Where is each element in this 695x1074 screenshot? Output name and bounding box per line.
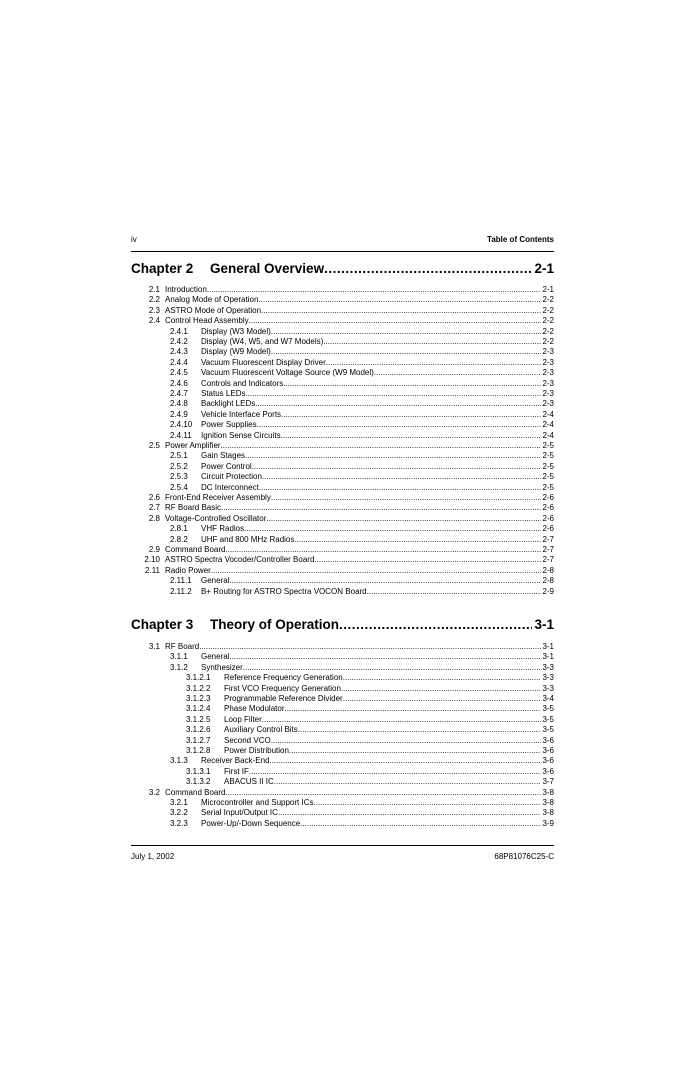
entry-number: 2.4.1 [170,326,188,336]
entry-number: 3.1.2.8 [186,746,211,755]
entry-page: 3-6 [542,756,554,766]
entry-title: Receiver Back-End [201,756,270,766]
indent [131,358,170,368]
entry-number: 3.1.2.7 [186,735,211,745]
header-rule [131,251,554,252]
indent [131,535,170,545]
dot-leader [257,420,542,430]
entry-page: 3-3 [542,683,554,693]
indent [131,576,170,586]
entry-title: Voltage-Controlled Oscillator [165,513,267,523]
indent [131,746,186,756]
entry-number: 3.1.3 [170,756,188,766]
indent [131,767,186,777]
entry-page: 3-6 [542,746,554,755]
entry-number: 2.4.4 [170,357,188,367]
dot-leader [244,524,541,534]
toc-entry[interactable] [131,503,554,513]
entry-number: 2.3 [148,305,160,315]
dot-leader [339,617,532,632]
dot-leader [199,642,541,652]
entry-title: Reference Frequency Generation [224,673,343,683]
entry-title: RF Board Basic [165,503,222,513]
dot-leader [284,704,541,714]
entry-number: 3.1.2.6 [186,725,211,735]
indent [131,684,186,694]
indent [131,524,170,534]
entry-page: 2-2 [542,326,554,336]
entry-page: 2-5 [542,472,554,482]
indent [131,819,170,829]
entry-title: Gain Stages [201,451,246,461]
entry-title: B+ Routing for ASTRO Spectra VOCON Board [201,586,367,596]
entry-title: Power Supplies [201,420,257,430]
toc-entry[interactable] [131,451,554,461]
entry-page: 3-5 [542,725,554,735]
dot-leader [314,798,542,808]
toc-entry[interactable] [131,337,554,347]
entry-number: 3.1.2.3 [186,694,211,703]
entry-title: Controls and Indicators [201,378,284,388]
entry-title: UHF and 800 MHz Radios [201,534,295,544]
entry-title: RF Board [165,642,200,651]
indent [131,399,170,409]
dot-leader [245,451,541,461]
entry-page: 2-3 [542,399,554,409]
indent [131,451,170,461]
toc-entry[interactable] [131,746,554,756]
toc-entry[interactable] [131,642,554,652]
chapter-heading[interactable] [131,261,554,281]
entry-title: Display (W4, W5, and W7 Models) [201,337,324,346]
entry-number: 3.1.3.1 [186,766,211,776]
entry-number: 3.1 [148,642,160,651]
toc-entry[interactable] [131,431,554,441]
toc-entry[interactable] [131,663,554,673]
entry-page: 2-3 [542,357,554,367]
entry-page: 2-4 [542,420,554,430]
entry-page: 2-5 [542,482,554,492]
toc-entry[interactable] [131,462,554,472]
entry-number: 2.5.3 [170,472,188,482]
entry-number: 3.2.3 [170,818,188,828]
toc-entry[interactable] [131,295,554,305]
entry-page: 3-5 [542,704,554,714]
dot-leader [225,545,541,555]
entry-page: 2-2 [542,316,554,326]
toc-entry[interactable] [131,715,554,725]
entry-title: Second VCO [224,735,271,745]
dot-leader [343,673,542,683]
entry-title: Backlight LEDs [201,399,256,409]
entry-number: 2.9 [148,545,160,554]
entry-title: DC Interconnect [201,482,259,492]
entry-number: 2.7 [148,503,160,513]
entry-page: 3-6 [542,766,554,776]
indent [131,673,186,683]
entry-number: 3.1.2.1 [186,673,211,683]
chapter-label: Chapter 2 [131,261,194,276]
dot-leader [259,483,542,493]
chapter-heading[interactable] [131,617,554,637]
toc-entry[interactable] [131,704,554,714]
entry-number: 2.4.11 [170,430,192,440]
chapter-title: General Overview [210,261,325,276]
toc-entry[interactable] [131,819,554,829]
entry-page: 2-1 [542,285,554,294]
entry-number: 2.8.1 [170,524,188,534]
entry-number: 2.11.2 [170,586,192,596]
entry-page: 3-1 [542,642,554,651]
entry-page: 2-3 [542,368,554,378]
indent [131,420,170,430]
entry-title: Synthesizer [201,662,243,672]
toc-entry[interactable] [131,684,554,694]
dot-leader [255,399,541,409]
toc-entry[interactable] [131,441,554,451]
dot-leader [207,285,542,295]
toc-entry[interactable] [131,306,554,316]
entry-page: 2-7 [542,545,554,554]
entry-page: 2-2 [542,305,554,315]
entry-title: Command Board [165,787,226,797]
entry-title: Status LEDs [201,389,246,398]
entry-title: Control Head Assembly [165,316,249,326]
toc-entry[interactable] [131,587,554,597]
entry-number: 2.2 [148,295,160,305]
entry-number: 2.4 [148,316,160,326]
indent [131,327,170,337]
entry-page: 2-4 [542,409,554,419]
entry-number: 2.6 [148,493,160,502]
dot-leader [249,316,542,326]
entry-page: 3-3 [542,673,554,683]
entry-title: Ignition Sense Circuits [201,430,281,440]
indent [131,337,170,347]
entry-number: 2.8.2 [170,534,188,544]
dot-leader [211,566,542,576]
entry-number: 3.1.3.2 [186,777,211,787]
dot-leader [326,358,542,368]
entry-page: 3-4 [542,694,554,703]
toc-entry[interactable] [131,576,554,586]
toc-entry[interactable] [131,725,554,735]
entry-title: Power Amplifier [165,441,221,450]
indent [131,472,170,482]
entry-number: 2.4.2 [170,337,188,346]
entry-title: Phase Modulator [224,704,285,714]
chapter-page: 3-1 [534,617,554,632]
entry-number: 3.1.2.4 [186,704,211,714]
dot-leader [323,337,541,347]
chapter-label: Chapter 3 [131,617,194,632]
toc-entry[interactable] [131,368,554,378]
toc-entry[interactable] [131,808,554,818]
dot-leader [283,379,541,389]
indent [131,431,170,441]
indent [131,389,170,399]
indent [131,368,170,378]
toc-entry[interactable] [131,736,554,746]
dot-leader [367,587,542,597]
entry-number: 2.1 [148,285,160,294]
entry-page: 2-3 [542,389,554,398]
entry-title: Introduction [165,285,207,294]
toc-entry[interactable] [131,652,554,662]
entry-page: 2-7 [542,555,554,565]
toc-entry[interactable] [131,379,554,389]
dot-leader [266,514,541,524]
toc-entry[interactable] [131,756,554,766]
dot-leader [229,576,541,586]
entry-title: Circuit Protection [201,472,262,482]
toc-entry[interactable] [131,535,554,545]
toc-entry[interactable] [131,493,554,503]
dot-leader [249,767,542,777]
toc-entry[interactable] [131,358,554,368]
indent [131,379,170,389]
indent [131,715,186,725]
entry-number: 3.1.2.5 [186,714,211,724]
toc-entry[interactable] [131,389,554,399]
dot-leader [314,555,541,565]
toc-entry[interactable] [131,327,554,337]
indent [131,694,186,704]
indent [131,756,170,766]
dot-leader [262,472,542,482]
entry-number: 2.8 [148,513,160,523]
entry-title: Power Control [201,461,252,471]
dot-leader [324,261,532,276]
entry-page: 3-3 [542,662,554,672]
indent [131,704,186,714]
entry-page: 3-5 [542,714,554,724]
footer-date: July 1, 2002 [131,852,175,861]
dot-leader [243,663,542,673]
entry-page: 3-7 [542,777,554,787]
entry-page: 2-4 [542,430,554,440]
entry-title: Serial Input/Output IC [201,808,278,818]
toc-entry[interactable] [131,798,554,808]
running-header: Table of Contents [487,235,554,244]
entry-title: Power Distribution [224,746,289,755]
entry-page: 3-8 [542,787,554,797]
chapter-title: Theory of Operation [210,617,340,632]
dot-leader [343,694,542,704]
entry-title: Front-End Receiver Assembly [165,493,271,502]
entry-number: 2.4.9 [170,409,188,419]
entry-number: 2.4.7 [170,389,188,398]
toc-entry[interactable] [131,472,554,482]
toc-entry[interactable] [131,420,554,430]
entry-page: 2-6 [542,524,554,534]
entry-number: 3.2.2 [170,808,188,818]
dot-leader [245,389,541,399]
entry-title: VHF Radios [201,524,245,534]
entry-title: Vehicle Interface Ports [201,409,282,419]
entry-number: 2.4.10 [170,420,193,430]
entry-page: 2-9 [542,586,554,596]
toc-entry[interactable] [131,483,554,493]
toc-entry[interactable] [131,410,554,420]
indent [131,798,170,808]
toc-entry[interactable] [131,777,554,787]
entry-number: 2.4.3 [170,347,188,357]
toc-entry[interactable] [131,285,554,295]
entry-number: 2.11.1 [170,576,192,586]
entry-number: 3.1.1 [170,652,188,662]
entry-title: Microcontroller and Support ICs [201,798,314,807]
entry-page: 2-5 [542,451,554,461]
indent [131,725,186,735]
footer-rule [131,845,554,846]
entry-title: ASTRO Mode of Operation [165,305,262,315]
entry-title: General [201,652,230,662]
entry-title: ASTRO Spectra Vocoder/Controller Board [165,555,315,565]
toc-entry[interactable] [131,566,554,576]
toc-entry[interactable] [131,316,554,326]
entry-title: Command Board [165,545,226,554]
indent [131,462,170,472]
dot-leader [274,777,542,787]
entry-page: 2-8 [542,565,554,575]
dot-leader [271,736,542,746]
indent [131,652,170,662]
entry-number: 2.4.5 [170,368,188,378]
entry-page: 2-5 [542,441,554,450]
entry-page: 2-8 [542,576,554,586]
dot-leader [374,368,542,378]
entry-title: Auxiliary Control Bits [224,725,298,735]
entry-number: 3.2.1 [170,798,188,807]
entry-page: 2-6 [542,503,554,513]
indent [131,777,186,787]
entry-page: 2-6 [542,493,554,502]
indent [131,410,170,420]
entry-title: Programmable Reference Divider [224,694,343,703]
dot-leader [271,327,542,337]
entry-number: 2.5.4 [170,482,188,492]
toc-entry[interactable] [131,694,554,704]
dot-leader [221,441,542,451]
entry-title: First VCO Frequency Generation [224,683,341,693]
entry-page: 2-2 [542,337,554,346]
dot-leader [262,715,542,725]
toc-entry[interactable] [131,524,554,534]
toc-entry[interactable] [131,347,554,357]
entry-title: First IF [224,766,249,776]
toc-entry[interactable] [131,399,554,409]
entry-number: 2.5.2 [170,461,188,471]
dot-leader [281,410,541,420]
indent [131,736,186,746]
entry-page: 3-9 [542,818,554,828]
entry-title: Power-Up/-Down Sequence [201,818,301,828]
entry-title: Loop Filter [224,714,262,724]
dot-leader [289,746,542,756]
entry-title: Display (W3 Model) [201,326,271,336]
entry-number: 2.4.8 [170,399,188,409]
indent [131,808,170,818]
chapter-page: 2-1 [534,261,554,276]
dot-leader [258,295,541,305]
indent [131,483,170,493]
toc-entry[interactable] [131,545,554,555]
entry-page: 3-8 [542,808,554,818]
toc-entry[interactable] [131,673,554,683]
entry-page: 2-2 [542,295,554,305]
entry-page: 2-3 [542,347,554,357]
entry-number: 2.11 [145,565,160,575]
toc-entry[interactable] [131,767,554,777]
entry-page: 2-3 [542,378,554,388]
entry-number: 2.10 [144,555,160,565]
entry-page: 3-8 [542,798,554,807]
entry-title: Analog Mode of Operation [165,295,259,305]
entry-page: 2-7 [542,534,554,544]
dot-leader [221,503,541,513]
dot-leader [300,819,541,829]
indent [131,347,170,357]
footer-doc-id: 68P81076C25-C [494,852,554,861]
indent [131,663,170,673]
entry-number: 2.5.1 [170,451,188,461]
dot-leader [225,788,541,798]
entry-title: ABACUS II IC [224,777,274,787]
entry-number: 3.1.2.2 [186,683,211,693]
entry-title: Vacuum Fluorescent Display Driver [201,357,326,367]
dot-leader [271,347,542,357]
entry-title: Display (W9 Model) [201,347,271,357]
dot-leader [281,431,542,441]
dot-leader [341,684,542,694]
toc-entry[interactable] [131,555,554,565]
entry-number: 2.5 [148,441,160,450]
dot-leader [278,808,542,818]
entry-page: 2-6 [542,513,554,523]
indent [131,587,170,597]
dot-leader [298,725,542,735]
dot-leader [252,462,542,472]
toc-entry[interactable] [131,514,554,524]
entry-page: 3-1 [542,652,554,662]
entry-page: 2-5 [542,461,554,471]
entry-title: Radio Power [165,565,211,575]
toc-entry[interactable] [131,788,554,798]
entry-title: Vacuum Fluorescent Voltage Source (W9 Model) [201,368,374,378]
dot-leader [294,535,541,545]
dot-leader [229,652,541,662]
entry-number: 3.2 [148,787,160,797]
dot-leader [271,493,542,503]
entry-number: 3.1.2 [170,662,188,672]
page-number: iv [131,235,137,244]
entry-number: 2.4.6 [170,378,188,388]
dot-leader [269,756,541,766]
entry-page: 3-6 [542,735,554,745]
entry-title: General [201,576,230,586]
dot-leader [261,306,541,316]
